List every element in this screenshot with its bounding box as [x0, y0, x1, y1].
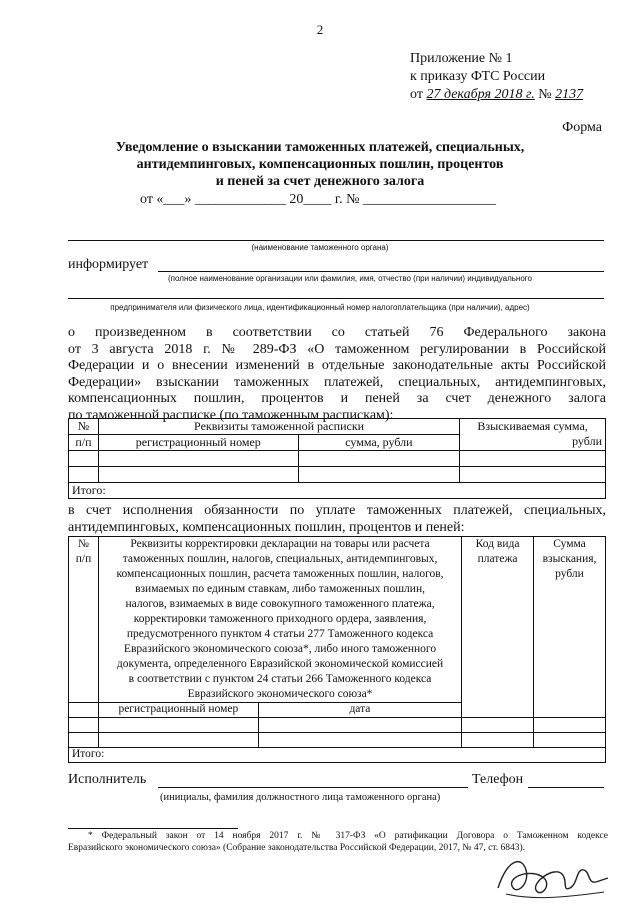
table-row[interactable] [69, 718, 606, 733]
appendix-date: 27 декабря 2018 г. [426, 87, 535, 102]
phone-field[interactable] [528, 787, 604, 788]
receipt-table [68, 418, 606, 499]
customs-org-caption: (наименование таможенного органа) [251, 243, 389, 252]
appendix-block [410, 50, 583, 104]
t2-col-num: № п/п [69, 537, 99, 703]
appendix-line1: Приложение № 1 [410, 51, 513, 66]
paragraph-2: в счет исполнения обязанности по уплате таможенных платежей, специальных, антидемпинговых, компенсационных пошлин, процентов и пеней: [68, 503, 606, 535]
customs-org-field[interactable] [68, 240, 604, 241]
page-number: 2 [316, 22, 324, 37]
t1-col-num: № [69, 419, 99, 435]
t1-col-reg: регистрационный номер [98, 435, 298, 451]
t2-col-sum: Сумма взыскания, рубли [534, 537, 606, 718]
appendix-line2: к приказу ФТС России [410, 69, 546, 84]
t2-col-code: Код вида платежа [462, 537, 534, 718]
org-caption: (полное наименование организации или фамилия, имя, отчество (при наличии) индивидуального [168, 274, 532, 283]
t1-col-sum: сумма, рубли [298, 435, 460, 451]
t2-col-reg: регистрационный номер [98, 703, 258, 718]
executor-label: Исполнитель [68, 772, 147, 787]
footnote-separator [68, 828, 238, 829]
signature [492, 848, 612, 904]
footnote: * Федеральный закон от 14 ноября 2017 г. № 317-ФЗ «О ратификации Договора о Таможенном кодексе Евразийского экономического союза» (Собрание законодательства Российской Федерации, 2017, № 47, ст. 6843). [68, 831, 608, 853]
org-name-field-2[interactable] [68, 298, 604, 299]
table-row[interactable] [69, 733, 606, 748]
declaration-table [68, 536, 606, 763]
org-name-field[interactable] [158, 271, 604, 272]
t1-col-num2: п/п [69, 435, 99, 451]
document-title: Уведомление о взыскании таможенных платежей, специальных, антидемпинговых, компенсационных пошлин, процентов и пеней за счет денежного залога [115, 140, 525, 189]
t2-total: Итого: [69, 748, 606, 763]
table-row[interactable] [69, 467, 606, 483]
t1-col-receipt: Реквизиты таможенной расписки [98, 419, 459, 435]
table-row[interactable] [69, 451, 606, 467]
appendix-number: 2137 [555, 87, 584, 102]
form-label: Форма [562, 120, 602, 135]
org-caption-2: предпринимателя или физического лица, идентификационный номер налогоплательщика (при наличии), адрес) [110, 303, 530, 312]
t1-col-amount: Взыскиваемая сумма, рубли [460, 419, 606, 451]
paragraph-1: о произведенном в соответствии со статьей 76 Федерального закона от 3 августа 2018 г. № 289-ФЗ «О таможенном регулировании в Российской Федерации и о внесении изменений в отдельные законодательные акты Российской Федерации» взыскании таможенных платежей, специальных, антидемпинговых, компенсационных пошлин, процентов и пеней за счет денежного залога по таможенной расписке (по таможенным распискам): [68, 325, 606, 423]
t2-col-date: дата [258, 703, 461, 718]
t1-total: Итого: [69, 483, 606, 499]
executor-field[interactable] [158, 787, 468, 788]
executor-caption: (инициалы, фамилия должностного лица таможенного органа) [160, 792, 441, 803]
informs-label: информирует [68, 257, 149, 272]
t2-col-details: Реквизиты корректировки декларации на товары или расчета таможенных пошлин, налогов, специальных, антидемпинговых, компенсационных пошлин, расчета таможенных пошлин, налогов, взимаемых по единым ставкам, либо таможенных пошлин, налогов, взимаемых в виде совокупного таможенного платежа, корректировки таможенного приходного ордера, заявления, предусмотренного пунктом 4 статьи 277 Таможенного кодекса Евразийского экономического союза*, либо иного таможенного документа, определенного Евразийской экономической комиссией в соответствии с пунктом 24 статьи 266 Таможенного кодекса Евразийского экономического союза* [98, 537, 461, 703]
appendix-line3: от 27 декабря 2018 г. № 2137 [410, 87, 584, 102]
title-date-line: от «___» _____________ 20____ г. № ___________________ [140, 192, 496, 207]
phone-label: Телефон [472, 772, 524, 787]
